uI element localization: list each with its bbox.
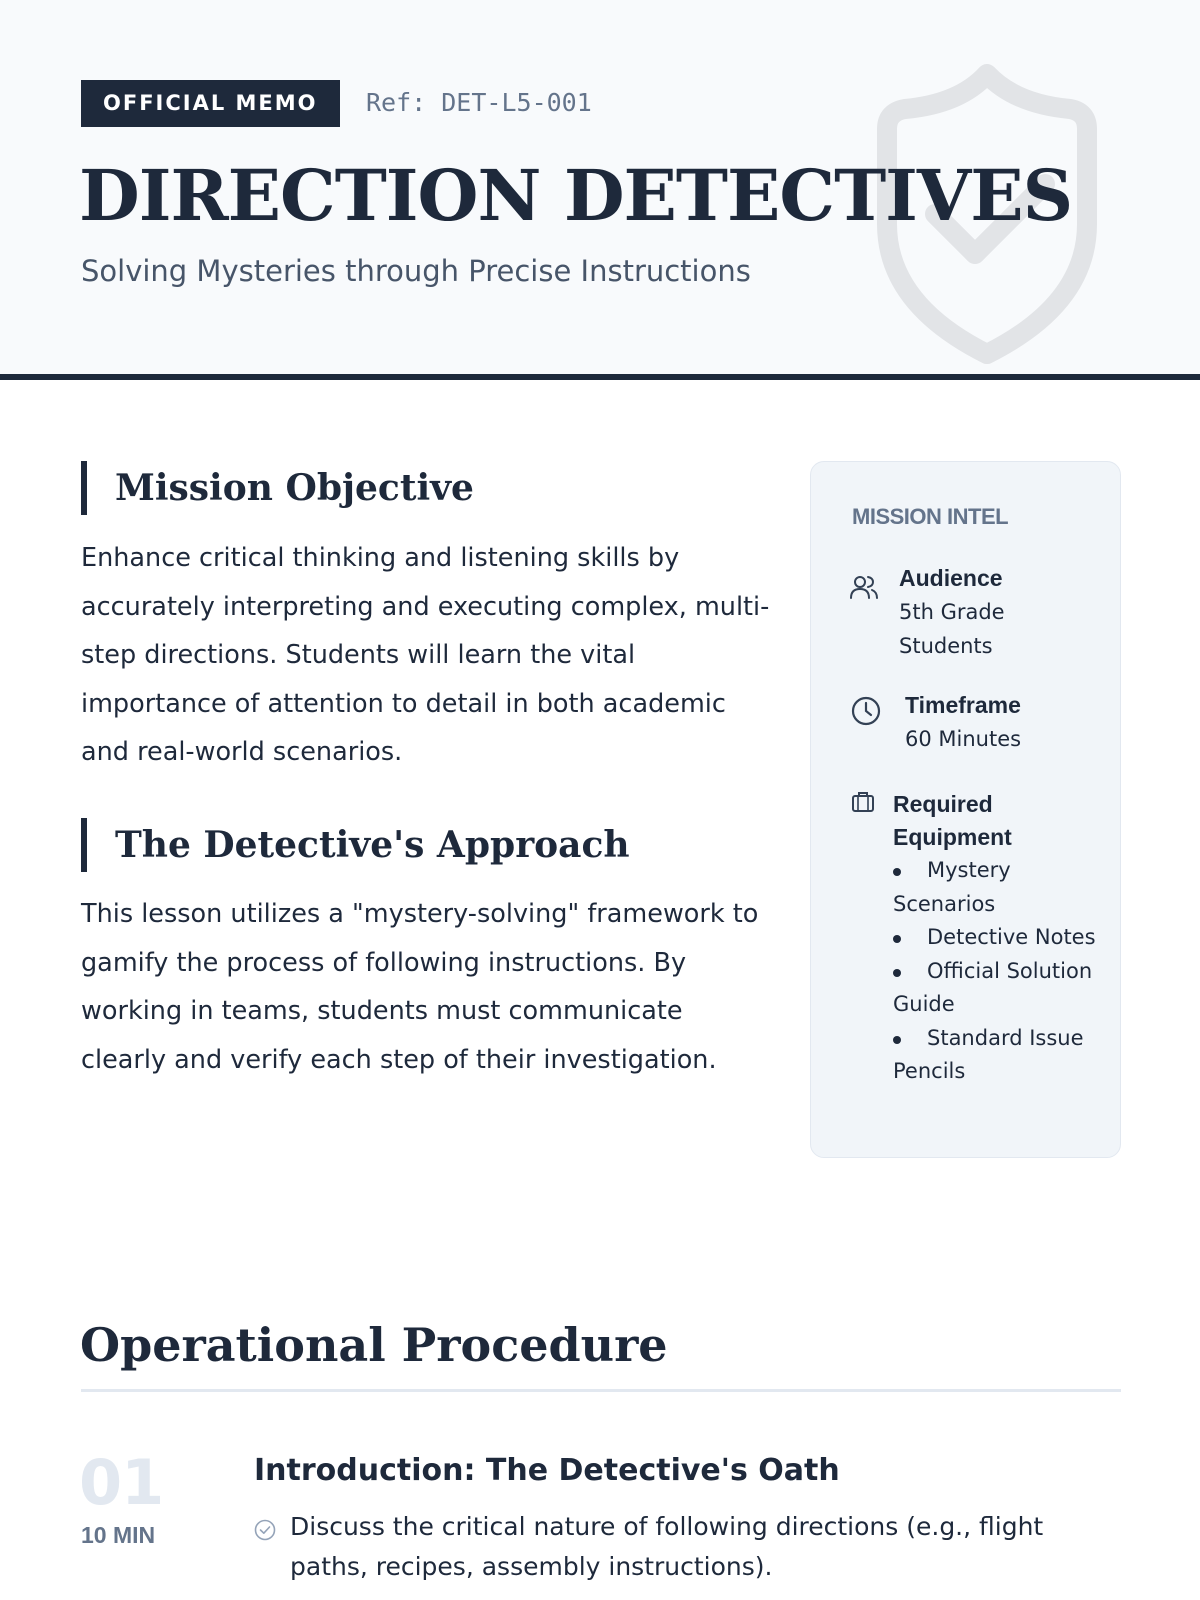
equipment-item: Mystery Scenarios xyxy=(893,854,1108,921)
briefcase-icon xyxy=(849,788,879,818)
equipment-item: Standard Issue Pencils xyxy=(893,1022,1108,1089)
page-subtitle: Solving Mysteries through Precise Instructions xyxy=(81,254,751,288)
mission-intel-label: MISSION INTEL xyxy=(852,504,1009,529)
section-divider xyxy=(81,1389,1121,1392)
users-icon xyxy=(849,572,879,602)
clock-icon xyxy=(851,696,881,726)
mission-intel-card xyxy=(810,461,1121,1158)
audience-value: 5th Grade Students xyxy=(899,600,1005,658)
step-duration: 10 MIN xyxy=(81,1522,156,1548)
equipment-list xyxy=(893,854,1108,1089)
reference-code: Ref: DET-L5-001 xyxy=(366,88,592,117)
equipment-item: Official Solution Guide xyxy=(893,955,1108,1022)
step-title: Introduction: The Detective's Oath xyxy=(254,1453,840,1488)
timeframe-value: 60 Minutes xyxy=(905,727,1022,751)
memo-header xyxy=(0,0,1200,380)
operational-procedure-heading: Operational Procedure xyxy=(80,1318,668,1372)
mission-objective-heading: Mission Objective xyxy=(81,461,474,515)
audience-title: Audience xyxy=(899,565,1003,591)
mission-objective-text: Enhance critical thinking and listening skills by accurately interpreting and executing complex, multi-step directions. Students will learn the vital importance of attention to detail in both academic and real-world scenarios. xyxy=(81,543,770,767)
official-memo-badge: OFFICIAL MEMO xyxy=(81,80,340,127)
equipment-title: Required Equipment xyxy=(893,791,1012,850)
detective-approach-heading: The Detective's Approach xyxy=(81,818,630,872)
detective-approach-text: This lesson utilizes a "mystery-solving" framework to gamify the process of following instructions. By working in teams, students must communicate clearly and verify each step of their investigation. xyxy=(81,899,759,1075)
equipment-item: Detective Notes xyxy=(893,921,1108,955)
step-item: Discuss the critical nature of following directions (e.g., flight paths, recipes, assembly instructions). xyxy=(290,1512,1044,1581)
step-number: 01 xyxy=(79,1446,164,1519)
check-circle-icon xyxy=(254,1519,276,1541)
page-title: DIRECTION DETECTIVES xyxy=(79,154,1073,237)
timeframe-title: Timeframe xyxy=(905,692,1021,718)
